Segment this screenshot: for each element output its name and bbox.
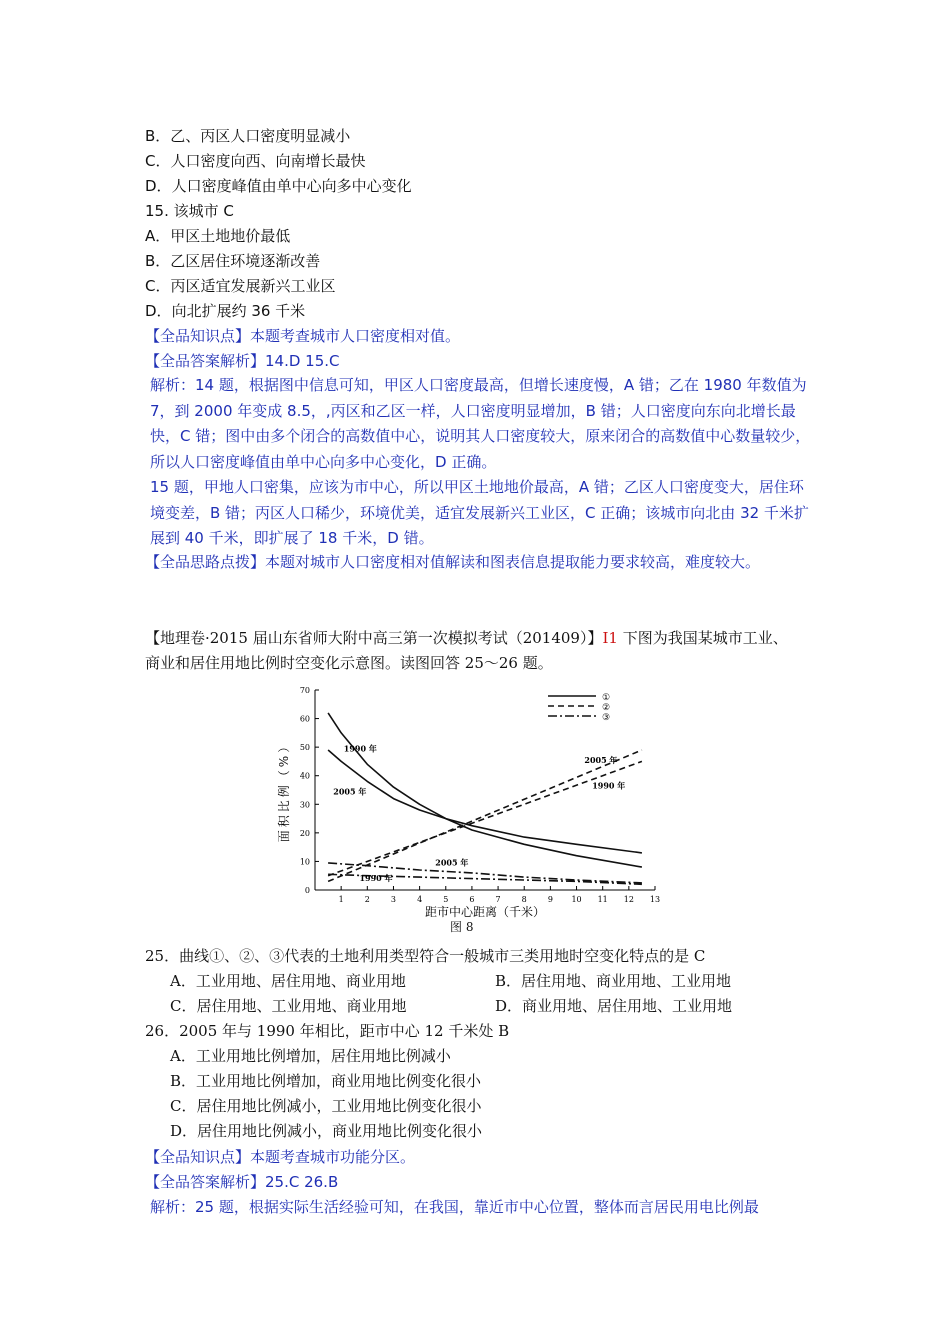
answer-analysis-2: 【全品答案解析】25.C 26.B [145,1173,339,1191]
y-tick-label: 40 [299,771,310,781]
x-tick-label: 6 [469,895,475,904]
q14-option-b: B．乙、丙区人口密度明显减小 [145,127,351,145]
x-tick-label: 2 [364,895,370,904]
curve-label: 2005 年 [435,857,469,868]
q25-option-a: A．工业用地、居住用地、商业用地 [170,972,406,990]
q15-option-c: C．丙区适宜发展新兴工业区 [145,277,336,295]
q25-option-b: B．居住用地、商业用地、工业用地 [495,972,732,990]
x-axis-label: 距市中心距离（千米） [424,905,546,918]
q26-option-a: A．工业用地比例增加，居住用地比例减小 [170,1047,451,1065]
q25-options-row1 [170,971,732,991]
series-line [328,750,642,881]
thinking-tip-1: 【全品思路点拨】本题对城市人口密度相对值解读和图表信息提取能力要求较高，难度较大。 [145,553,761,571]
x-tick-label: 13 [649,895,661,904]
y-tick-label: 20 [299,828,310,838]
x-tick-label: 5 [443,895,449,904]
intro-line: 商业和居住用地比例时空变化示意图。读图回答 25～26 题。 [145,654,553,672]
analysis-14: 解析：14 题，根据图中信息可知，甲区人口密度最高，但增长速度慢，A 错；乙在 1980 年数值为 7，到 2000 年变成 8.5，,丙区和乙区一样，人口密度明显增加，B 错；人口密度向东向北增长最快，C 错；图中由多个闭合的高数值中心，说明其人口密度较大，原来闭合的高数值中心数量较少，所以人口密度峰值由单中心向多中心变化，D 正确。 [150,376,811,471]
x-tick-label: 9 [547,895,553,904]
y-tick-label: 60 [299,714,310,724]
q14-option-c: C．人口密度向西、向南增长最快 [145,152,366,170]
y-tick-label: 0 [304,886,310,895]
q15-option-b: B．乙区居住环境逐渐改善 [145,252,321,270]
legend-label: ③ [602,713,611,723]
y-axis-label: 面积比例（%） [277,737,291,843]
y-tick-label: 30 [299,800,310,810]
curve-label: 2005 年 [333,786,367,797]
x-tick-label: 8 [521,895,527,904]
q25-options-row2 [170,996,733,1016]
q15-stem: 15. 该城市 C [145,202,234,220]
q26-stem: 26．2005 年与 1990 年相比，距市中心 12 千米处 B [145,1022,510,1040]
curve-label: 1990 年 [359,872,393,883]
q26-option-c: C．居住用地比例减小，工业用地比例变化很小 [170,1097,482,1115]
y-tick-label: 70 [299,686,310,695]
land-use-chart [270,680,670,918]
series-line [328,750,642,853]
x-tick-label: 11 [597,895,608,904]
knowledge-point-2: 【全品知识点】本题考查城市功能分区。 [145,1148,416,1166]
curve-label: 1990 年 [343,743,377,754]
q26-option-b: B．工业用地比例增加，商业用地比例变化很小 [170,1072,482,1090]
legend-label: ② [602,703,611,713]
q14-option-d: D．人口密度峰值由单中心向多中心变化 [145,177,412,195]
curve-label: 2005 年 [584,754,618,765]
q15-option-a: A．甲区土地地价最低 [145,227,291,245]
code-tag: I1 [602,629,618,647]
chart-series [328,713,642,884]
curve-label: 1990 年 [592,780,626,791]
answer-analysis-1: 【全品答案解析】14.D 15.C [145,352,340,370]
x-tick-label: 7 [495,895,501,904]
x-tick-label: 12 [623,895,634,904]
q26-option-d: D．居住用地比例减小，商业用地比例变化很小 [170,1122,483,1140]
q25-option-c: C．居住用地、工业用地、商业用地 [170,997,407,1015]
x-tick-label: 3 [390,895,397,904]
analysis-15: 15 题，甲地人口密集，应该为市中心，所以甲区土地地价最高，A 错；乙区人口密度变大，居住环境变差，B 错；丙区人口稀少，环境优美，适宜发展新兴工业区，C 正确；该城市向北由 32 千米扩展到 40 千米，即扩展了 18 千米，D 错。 [150,478,809,547]
x-tick-label: 10 [571,895,582,904]
analysis-25: 解析：25 题，根据实际生活经验可知，在我国，靠近市中心位置，整体而言居民用电比例最 [150,1198,759,1216]
y-tick-label: 10 [299,857,310,867]
q25-option-d: D．商业用地、居住用地、工业用地 [495,997,733,1015]
source-header: 【地理卷·2015 届山东省师大附中高三第一次模拟考试（201409）】I1 下图为我国某城市工业、 [145,629,788,647]
x-tick-label: 1 [338,895,344,904]
x-tick-label: 4 [417,895,423,904]
y-tick-label: 50 [299,743,310,753]
q15-option-d: D．向北扩展约 36 千米 [145,302,306,320]
knowledge-point-1: 【全品知识点】本题考查城市人口密度相对值。 [145,327,461,345]
legend-label: ① [602,693,611,703]
figure-caption: 图 8 [450,920,474,934]
q25-stem: 25．曲线①、②、③代表的土地利用类型符合一般城市三类用地时空变化特点的是 C [145,947,706,965]
